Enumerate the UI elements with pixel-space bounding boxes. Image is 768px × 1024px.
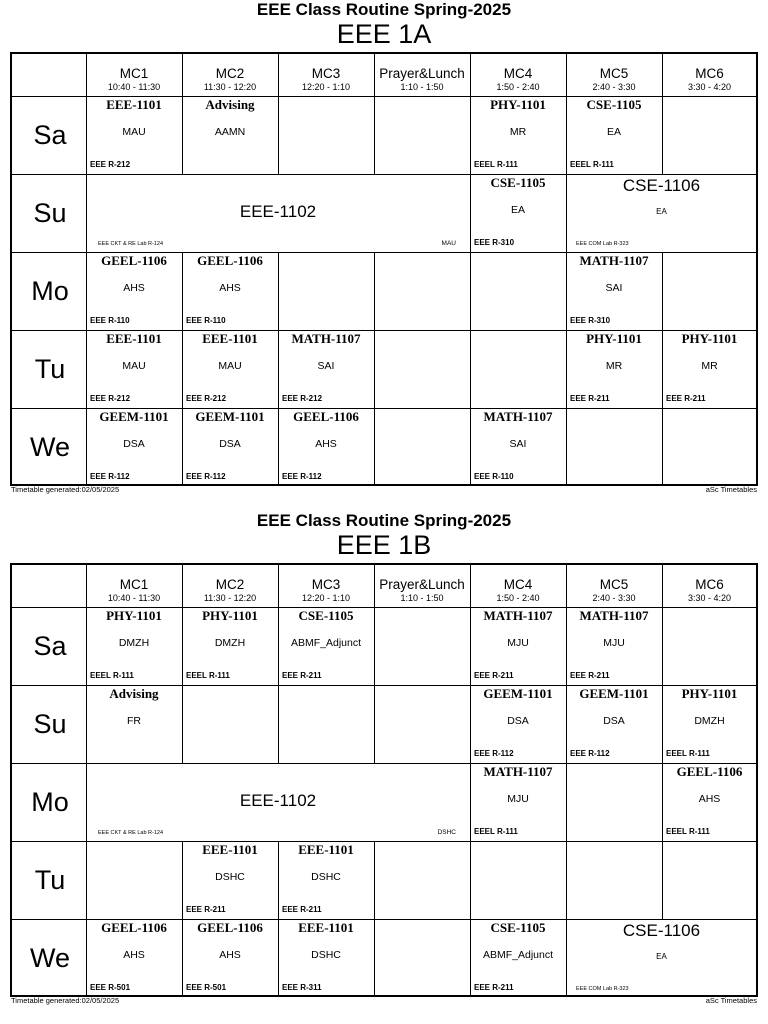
column-name: MC4 bbox=[503, 66, 533, 81]
teacher-initials: MJU bbox=[603, 637, 625, 649]
room-label: EEE R-211 bbox=[474, 671, 514, 680]
grid-line bbox=[278, 565, 279, 607]
course-code: PHY-1101 bbox=[490, 97, 546, 112]
grid-line bbox=[662, 607, 663, 685]
teacher-initials: MAU bbox=[441, 240, 456, 247]
footer-brand: aSc Timetables bbox=[705, 485, 757, 494]
room-label: EEE R-112 bbox=[474, 749, 514, 758]
class-cell[interactable] bbox=[470, 408, 566, 486]
column-time: 12:20 - 1:10 bbox=[301, 593, 351, 603]
grid-line bbox=[470, 841, 471, 919]
teacher-initials: MJU bbox=[507, 637, 529, 649]
column-time: 12:20 - 1:10 bbox=[301, 82, 351, 92]
teacher-initials: AHS bbox=[315, 438, 337, 450]
teacher-initials: EA bbox=[656, 952, 667, 961]
day-label-we: We bbox=[29, 432, 70, 462]
room-label: EEE COM Lab R-323 bbox=[576, 241, 629, 247]
teacher-initials: SAI bbox=[605, 282, 623, 294]
course-code: PHY-1101 bbox=[586, 331, 642, 346]
grid-line bbox=[374, 607, 375, 685]
grid-line bbox=[662, 54, 663, 96]
room-label: EEE R-112 bbox=[186, 472, 226, 481]
course-code: Advising bbox=[205, 97, 255, 112]
room-label: EEEL R-111 bbox=[474, 827, 518, 836]
teacher-initials: MJU bbox=[507, 793, 529, 805]
room-label: EEE R-501 bbox=[186, 983, 227, 992]
course-code: MATH-1107 bbox=[483, 764, 553, 779]
class-cell[interactable] bbox=[470, 607, 566, 685]
day-label-mo: Mo bbox=[31, 276, 69, 306]
class-cell[interactable] bbox=[566, 607, 662, 685]
course-code: GEEL-1106 bbox=[676, 764, 743, 779]
course-code: CSE-1106 bbox=[622, 921, 701, 940]
timetable-title: EEE Class Routine Spring-2025 bbox=[256, 0, 512, 19]
lab-session-cell[interactable] bbox=[566, 919, 757, 997]
column-name: MC1 bbox=[119, 577, 149, 592]
column-time: 3:30 - 4:20 bbox=[687, 593, 732, 603]
teacher-initials: MAU bbox=[122, 360, 146, 372]
column-header-mc4 bbox=[470, 565, 566, 607]
teacher-initials: DSA bbox=[123, 438, 145, 450]
timetable-grid bbox=[10, 52, 758, 486]
teacher-initials: DSA bbox=[219, 438, 241, 450]
room-label: EEE R-501 bbox=[90, 983, 131, 992]
course-code: EEE-1101 bbox=[298, 842, 354, 857]
teacher-initials: DSHC bbox=[437, 829, 456, 836]
teacher-initials: ABMF_Adjunct bbox=[482, 949, 554, 961]
teacher-initials: FR bbox=[127, 715, 141, 727]
room-label: EEE R-212 bbox=[90, 160, 131, 169]
course-code: EEE-1102 bbox=[239, 791, 317, 810]
column-time: 1:50 - 2:40 bbox=[496, 82, 540, 92]
teacher-initials: AHS bbox=[698, 793, 721, 805]
class-cell[interactable] bbox=[86, 919, 182, 997]
course-code: GEEL-1106 bbox=[197, 920, 263, 935]
grid-line bbox=[662, 408, 663, 486]
teacher-initials: EA bbox=[510, 204, 525, 216]
class-cell[interactable] bbox=[566, 685, 662, 763]
column-time: 2:40 - 3:30 bbox=[592, 593, 636, 603]
course-code: GEEM-1101 bbox=[99, 409, 169, 424]
grid-line bbox=[278, 252, 279, 330]
teacher-initials: AHS bbox=[219, 282, 241, 294]
course-code: CSE-1106 bbox=[622, 176, 701, 195]
column-name: MC4 bbox=[503, 577, 533, 592]
course-code: EEE-1102 bbox=[239, 202, 317, 221]
grid-line bbox=[470, 565, 471, 607]
course-code: GEEL-1106 bbox=[101, 920, 167, 935]
grid-line bbox=[182, 685, 183, 763]
day-label-we: We bbox=[29, 943, 70, 973]
column-header-mc3 bbox=[278, 54, 374, 96]
grid-line bbox=[662, 565, 663, 607]
grid-line bbox=[374, 919, 375, 997]
column-time: 1:50 - 2:40 bbox=[496, 593, 540, 603]
grid-line bbox=[662, 252, 663, 330]
room-label: EEE R-112 bbox=[282, 472, 322, 481]
column-name: MC3 bbox=[311, 577, 341, 592]
course-code: MATH-1107 bbox=[579, 608, 649, 623]
teacher-initials: AHS bbox=[123, 949, 145, 961]
column-name: MC1 bbox=[119, 66, 149, 81]
column-name: Prayer&Lunch bbox=[379, 577, 465, 592]
column-time: 10:40 - 11:30 bbox=[107, 593, 161, 603]
grid-line bbox=[374, 685, 375, 763]
room-label: EEE R-110 bbox=[186, 316, 226, 325]
teacher-initials: ABMF_Adjunct bbox=[290, 637, 362, 649]
teacher-initials: SAI bbox=[317, 360, 335, 372]
class-cell[interactable] bbox=[470, 96, 566, 174]
footer-brand: aSc Timetables bbox=[705, 996, 757, 1005]
room-label: EEE R-211 bbox=[570, 671, 610, 680]
grid-line bbox=[86, 565, 87, 607]
class-cell[interactable] bbox=[662, 685, 757, 763]
class-cell[interactable] bbox=[182, 841, 278, 919]
grid-line bbox=[86, 54, 87, 96]
column-header-mc6 bbox=[662, 565, 757, 607]
course-code: GEEM-1101 bbox=[195, 409, 265, 424]
day-label-tu: Tu bbox=[34, 865, 66, 895]
grid-line bbox=[566, 54, 567, 96]
class-cell[interactable] bbox=[470, 685, 566, 763]
room-label: EEE CKT & RE Lab R-124 bbox=[98, 830, 164, 836]
column-time: 1:10 - 1:50 bbox=[400, 82, 444, 92]
course-code: CSE-1105 bbox=[298, 608, 354, 623]
room-label: EEE R-211 bbox=[282, 671, 322, 680]
course-code: EEE-1101 bbox=[202, 842, 258, 857]
room-label: EEE R-311 bbox=[282, 983, 322, 992]
class-cell[interactable] bbox=[86, 96, 182, 174]
teacher-initials: AAMN bbox=[214, 126, 246, 138]
class-cell[interactable] bbox=[182, 330, 278, 408]
class-cell[interactable] bbox=[86, 408, 182, 486]
column-header-mc2 bbox=[182, 565, 278, 607]
class-cell[interactable] bbox=[86, 330, 182, 408]
column-name: MC5 bbox=[599, 66, 629, 81]
column-name: MC5 bbox=[599, 577, 629, 592]
class-cell[interactable] bbox=[182, 607, 278, 685]
room-label: EEE CKT & RE Lab R-124 bbox=[98, 241, 164, 247]
day-label-sa: Sa bbox=[33, 631, 67, 661]
room-label: EEE R-310 bbox=[570, 316, 611, 325]
column-header-mc5 bbox=[566, 565, 662, 607]
course-code: CSE-1105 bbox=[586, 97, 642, 112]
grid-line bbox=[374, 841, 375, 919]
course-code: GEEL-1106 bbox=[197, 253, 263, 268]
grid-line bbox=[374, 565, 375, 607]
class-cell[interactable] bbox=[278, 607, 374, 685]
course-code: GEEM-1101 bbox=[579, 686, 649, 701]
course-code: PHY-1101 bbox=[681, 686, 738, 701]
class-cell[interactable] bbox=[470, 174, 566, 252]
grid-line bbox=[374, 252, 375, 330]
class-cell[interactable] bbox=[86, 252, 182, 330]
room-label: EEE R-211 bbox=[666, 394, 706, 403]
timetable-title: EEE Class Routine Spring-2025 bbox=[256, 511, 512, 530]
class-name: EEE 1B bbox=[336, 530, 432, 560]
teacher-initials: DMZH bbox=[118, 637, 150, 649]
class-cell[interactable] bbox=[86, 685, 182, 763]
column-time: 11:30 - 12:20 bbox=[203, 593, 257, 603]
course-code: PHY-1101 bbox=[106, 608, 162, 623]
teacher-initials: DSA bbox=[507, 715, 529, 727]
day-label-su: Su bbox=[33, 198, 67, 228]
course-code: CSE-1105 bbox=[490, 920, 546, 935]
lab-session-cell[interactable] bbox=[566, 174, 757, 252]
class-cell[interactable] bbox=[662, 330, 757, 408]
class-cell[interactable] bbox=[182, 96, 278, 174]
teacher-initials: DSHC bbox=[215, 871, 245, 883]
grid-line bbox=[86, 841, 87, 919]
column-header-mc2 bbox=[182, 54, 278, 96]
room-label: EEE R-112 bbox=[570, 749, 610, 758]
grid-line bbox=[278, 96, 279, 174]
column-name: MC6 bbox=[695, 577, 724, 592]
teacher-initials: SAI bbox=[509, 438, 527, 450]
day-label-su: Su bbox=[33, 709, 67, 739]
footer-generated: Timetable generated:02/05/2025 bbox=[11, 996, 120, 1005]
teacher-initials: MR bbox=[605, 360, 623, 372]
column-header-mc4 bbox=[470, 54, 566, 96]
room-label: EEE R-211 bbox=[282, 905, 322, 914]
lab-session-cell[interactable] bbox=[86, 174, 470, 252]
column-time: 1:10 - 1:50 bbox=[400, 593, 444, 603]
grid-line bbox=[12, 841, 756, 842]
course-code: GEEL-1106 bbox=[101, 253, 167, 268]
column-time: 3:30 - 4:20 bbox=[687, 82, 732, 92]
class-cell[interactable] bbox=[182, 919, 278, 997]
class-cell[interactable] bbox=[278, 841, 374, 919]
grid-line bbox=[470, 54, 471, 96]
class-name: EEE 1A bbox=[336, 19, 432, 49]
grid-line bbox=[566, 841, 567, 919]
grid-line bbox=[566, 565, 567, 607]
grid-line bbox=[278, 685, 279, 763]
grid-line bbox=[374, 408, 375, 486]
room-label: EEEL R-111 bbox=[666, 749, 710, 758]
column-header-mc3 bbox=[278, 565, 374, 607]
footer-generated: Timetable generated:02/05/2025 bbox=[11, 485, 120, 494]
class-cell[interactable] bbox=[278, 330, 374, 408]
class-cell[interactable] bbox=[566, 330, 662, 408]
teacher-initials: DSHC bbox=[311, 871, 341, 883]
column-name: MC2 bbox=[215, 577, 245, 592]
course-code: MATH-1107 bbox=[483, 608, 553, 623]
teacher-initials: DMZH bbox=[694, 715, 725, 727]
day-label-sa: Sa bbox=[33, 120, 67, 150]
class-cell[interactable] bbox=[566, 252, 662, 330]
class-cell[interactable] bbox=[278, 408, 374, 486]
room-label: EEEL R-111 bbox=[90, 671, 134, 680]
room-label: EEE COM Lab R-323 bbox=[576, 986, 629, 992]
column-header-mc5 bbox=[566, 54, 662, 96]
room-label: EEE R-212 bbox=[186, 394, 227, 403]
teacher-initials: DSHC bbox=[311, 949, 341, 961]
room-label: EEE R-211 bbox=[474, 983, 514, 992]
room-label: EEE R-212 bbox=[282, 394, 323, 403]
course-code: Advising bbox=[109, 686, 159, 701]
column-name: Prayer&Lunch bbox=[379, 66, 465, 81]
room-label: EEE R-211 bbox=[186, 905, 226, 914]
column-name: MC2 bbox=[215, 66, 245, 81]
course-code: GEEM-1101 bbox=[483, 686, 553, 701]
grid-line bbox=[278, 54, 279, 96]
grid-line bbox=[374, 96, 375, 174]
grid-line bbox=[470, 330, 471, 408]
course-code: PHY-1101 bbox=[202, 608, 258, 623]
class-cell[interactable] bbox=[470, 919, 566, 997]
class-cell[interactable] bbox=[566, 96, 662, 174]
course-code: MATH-1107 bbox=[579, 253, 649, 268]
grid-line bbox=[566, 763, 567, 841]
room-label: EEE R-211 bbox=[570, 394, 610, 403]
room-label: EEE R-310 bbox=[474, 238, 515, 247]
course-code: GEEL-1106 bbox=[293, 409, 359, 424]
course-code: EEE-1101 bbox=[202, 331, 258, 346]
day-label-mo: Mo bbox=[31, 787, 69, 817]
column-header-mc1 bbox=[86, 54, 182, 96]
column-header-prayer-lunch bbox=[374, 54, 470, 96]
column-header-mc1 bbox=[86, 565, 182, 607]
grid-line bbox=[182, 54, 183, 96]
grid-line bbox=[662, 841, 663, 919]
room-label: EEEL R-111 bbox=[186, 671, 230, 680]
course-code: EEE-1101 bbox=[106, 331, 162, 346]
column-time: 11:30 - 12:20 bbox=[203, 82, 257, 92]
course-code: CSE-1105 bbox=[490, 175, 546, 190]
day-label-tu: Tu bbox=[34, 354, 66, 384]
grid-line bbox=[374, 330, 375, 408]
teacher-initials: MAU bbox=[218, 360, 242, 372]
class-cell[interactable] bbox=[182, 252, 278, 330]
column-name: MC6 bbox=[695, 66, 724, 81]
room-label: EEEL R-111 bbox=[666, 827, 710, 836]
grid-line bbox=[662, 96, 663, 174]
grid-line bbox=[182, 565, 183, 607]
timetable-grid bbox=[10, 563, 758, 997]
course-code: MATH-1107 bbox=[291, 331, 361, 346]
room-label: EEEL R-111 bbox=[474, 160, 518, 169]
class-cell[interactable] bbox=[470, 763, 566, 841]
room-label: EEE R-110 bbox=[474, 472, 514, 481]
class-cell[interactable] bbox=[278, 919, 374, 997]
course-code: EEE-1101 bbox=[298, 920, 354, 935]
teacher-initials: MR bbox=[701, 360, 718, 372]
column-time: 10:40 - 11:30 bbox=[107, 82, 161, 92]
teacher-initials: EA bbox=[606, 126, 621, 138]
grid-line bbox=[374, 54, 375, 96]
room-label: EEE R-112 bbox=[90, 472, 130, 481]
teacher-initials: AHS bbox=[123, 282, 145, 294]
teacher-initials: AHS bbox=[219, 949, 241, 961]
room-label: EEEL R-111 bbox=[570, 160, 614, 169]
course-code: MATH-1107 bbox=[483, 409, 553, 424]
teacher-initials: DSA bbox=[603, 715, 625, 727]
column-header-prayer-lunch bbox=[374, 565, 470, 607]
timetable-eee-1a bbox=[0, 0, 768, 500]
class-cell[interactable] bbox=[182, 408, 278, 486]
room-label: EEE R-110 bbox=[90, 316, 130, 325]
timetable-eee-1b bbox=[0, 511, 768, 1011]
class-cell[interactable] bbox=[662, 763, 757, 841]
teacher-initials: EA bbox=[656, 207, 667, 216]
course-code: PHY-1101 bbox=[681, 331, 738, 346]
lab-session-cell[interactable] bbox=[86, 763, 470, 841]
course-code: EEE-1101 bbox=[106, 97, 162, 112]
grid-line bbox=[566, 408, 567, 486]
column-time: 2:40 - 3:30 bbox=[592, 82, 636, 92]
column-header-mc6 bbox=[662, 54, 757, 96]
teacher-initials: DMZH bbox=[214, 637, 246, 649]
grid-line bbox=[470, 252, 471, 330]
teacher-initials: MR bbox=[509, 126, 527, 138]
class-cell[interactable] bbox=[86, 607, 182, 685]
column-name: MC3 bbox=[311, 66, 341, 81]
teacher-initials: MAU bbox=[122, 126, 146, 138]
room-label: EEE R-212 bbox=[90, 394, 131, 403]
